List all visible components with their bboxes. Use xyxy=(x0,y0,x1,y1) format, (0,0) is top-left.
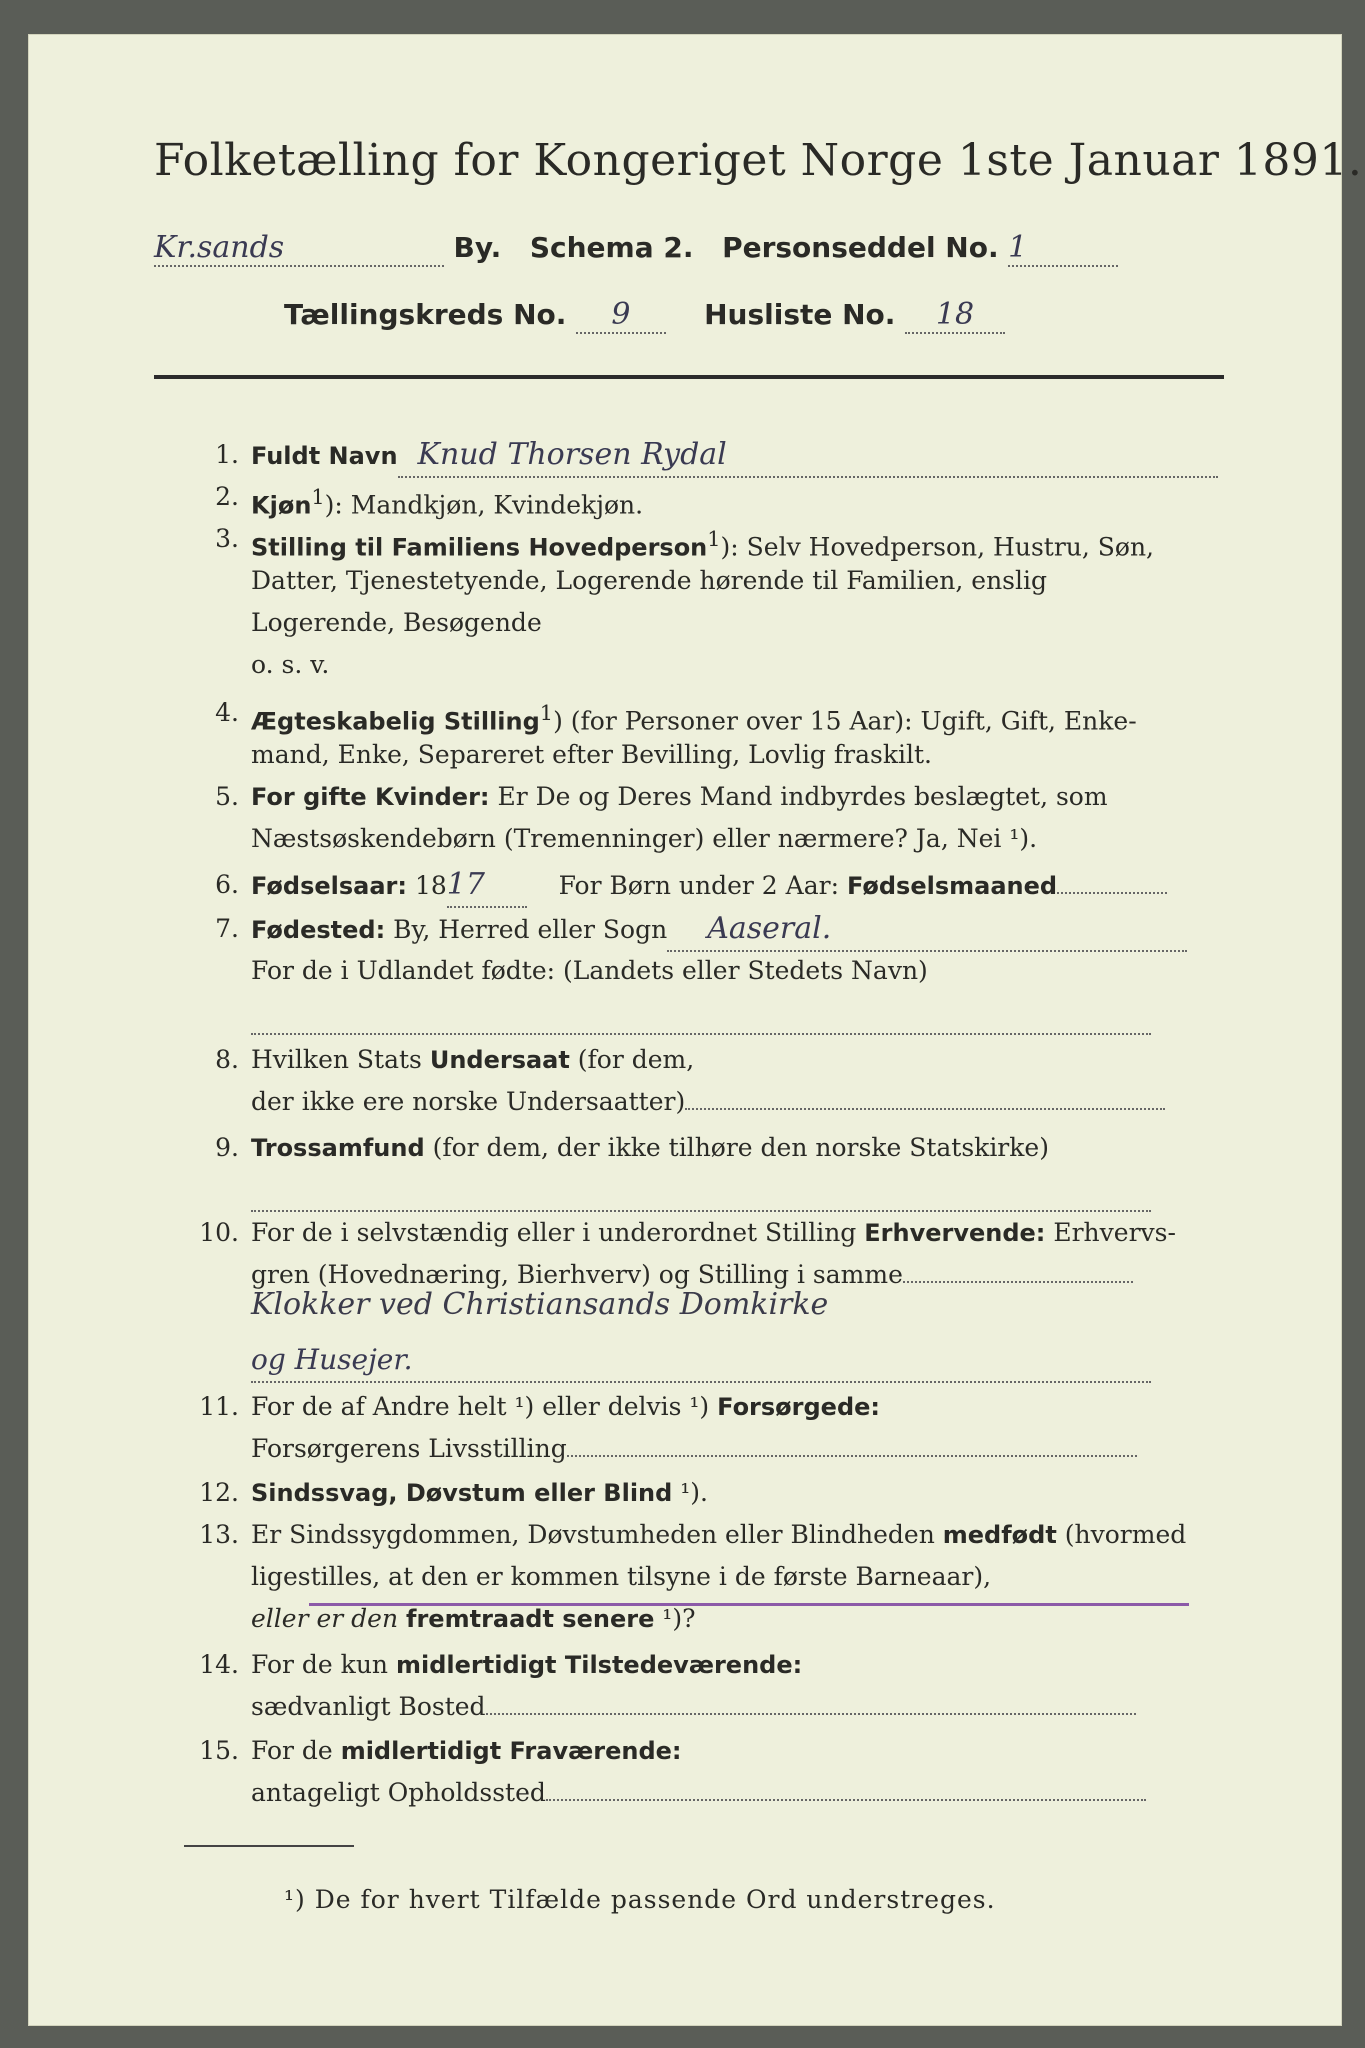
item-text: Er Sindssygdommen, Døvstumheden eller Blindheden xyxy=(251,1520,935,1549)
item-text: For de kun xyxy=(251,1650,389,1679)
item-text: Næstsøskendebørn (Tremenninger) eller nærmere? Ja, Nei ¹). xyxy=(251,824,1038,853)
occupation-field-b xyxy=(251,1340,1151,1383)
item-number: 5. xyxy=(215,782,239,811)
provider-field xyxy=(567,1455,1137,1457)
item-label: fremtraadt senere xyxy=(406,1605,655,1633)
item-number: 10. xyxy=(199,1218,239,1247)
item-label: midlertidigt Fraværende: xyxy=(340,1737,682,1765)
husliste-value: 18 xyxy=(935,297,975,332)
item-text: For de i selvstændig eller i underordnet Stilling xyxy=(251,1218,857,1247)
occupation-field-a xyxy=(903,1281,1133,1283)
item-number: 1. xyxy=(215,440,239,469)
birthplace-value: Aaseral. xyxy=(707,911,832,946)
footnote-ref: 1 xyxy=(539,701,554,725)
item-text: (for dem, xyxy=(577,1045,695,1074)
husliste-label: Husliste No. xyxy=(704,298,896,331)
item-text: ligestilles, at den er kommen tilsyne i de første Barneaar), xyxy=(251,1562,992,1591)
form-title: Folketælling for Kongeriget Norge 1ste Januar 1891. xyxy=(154,135,1363,186)
item-text: mand, Enke, Separeret efter Bevilling, Lovlig fraskilt. xyxy=(251,740,932,769)
foreign-birthplace-field xyxy=(251,993,1151,1035)
item-text: For de i Udlandet fødte: (Landets eller Stedets Navn) xyxy=(251,956,928,985)
item-label: Trossamfund xyxy=(251,1134,425,1162)
birth-year-field xyxy=(447,865,527,908)
item-text: ¹)? xyxy=(662,1604,696,1633)
item-text: (hvormed xyxy=(1064,1520,1187,1549)
personseddel-field xyxy=(1008,230,1118,267)
item-text: antageligt Opholdssted xyxy=(251,1778,546,1807)
husliste-field xyxy=(905,297,1005,334)
item-number: 6. xyxy=(215,870,239,899)
item-text: For de af Andre helt ¹) eller delvis ¹) xyxy=(251,1392,710,1421)
item-text: Forsørgerens Livsstilling xyxy=(251,1434,567,1463)
usual-residence-field xyxy=(486,1713,1136,1715)
citizenship-field xyxy=(685,1108,1165,1110)
full-name-field xyxy=(398,435,1218,478)
item-label: Undersaat xyxy=(429,1046,570,1074)
item-label: Forsørgede: xyxy=(717,1393,881,1421)
item-text: (for dem, der ikke tilhøre den norske Statskirke) xyxy=(432,1133,1049,1162)
item-label: Ægteskabelig Stilling xyxy=(251,707,540,736)
item-text: For de xyxy=(251,1736,333,1765)
item-label: Stilling til Familiens Hovedperson xyxy=(251,533,708,562)
item-text: By, Herred eller Sogn xyxy=(393,915,668,944)
kreds-value: 9 xyxy=(611,297,631,332)
item-text: Datter, Tjenestetyende, Logerende hørende til Familien, enslig xyxy=(251,566,1048,595)
item-label: Fuldt Navn xyxy=(251,442,398,470)
occupation-value-line-1: Klokker ved Christiansands Domkirke xyxy=(251,1287,829,1322)
by-label: By. xyxy=(453,231,502,264)
item-label: Fødselsaar: xyxy=(251,872,407,900)
item-text: ¹). xyxy=(680,1478,708,1507)
footnote: ¹) De for hvert Tilfælde passende Ord understreges. xyxy=(284,1885,996,1914)
item-number: 2. xyxy=(215,482,239,511)
item-text: Hvilken Stats xyxy=(251,1045,422,1074)
footnote-rule xyxy=(184,1845,354,1847)
census-form-sheet xyxy=(28,34,1363,2026)
footnote-ref: 1 xyxy=(311,485,325,509)
birthplace-field xyxy=(667,909,1187,952)
city-field xyxy=(154,230,444,267)
birth-month-field xyxy=(1057,892,1167,894)
item-text: ) (for Personer over 15 Aar): Ugift, Gift, Enke- xyxy=(553,706,1137,736)
item-text: der ikke ere norske Undersaatter) xyxy=(251,1087,686,1116)
item-number: 9. xyxy=(215,1133,239,1162)
item-text: eller er den xyxy=(251,1604,399,1633)
item-text: ): Selv Hovedperson, Hustru, Søn, xyxy=(720,532,1155,562)
footnote-ref: 1 xyxy=(707,527,721,551)
probable-stay-field xyxy=(546,1799,1146,1801)
personseddel-label: Personseddel No. xyxy=(722,231,999,264)
item-label: medfødt xyxy=(942,1521,1057,1549)
item-number: 14. xyxy=(199,1650,239,1679)
item-label: midlertidigt Tilstedeværende: xyxy=(395,1651,803,1679)
header-line-kreds xyxy=(284,297,1184,347)
item-text: Erhvervs- xyxy=(1053,1218,1176,1247)
item-label: Kjøn xyxy=(251,491,312,520)
religion-field xyxy=(251,1170,1151,1212)
header-line-city xyxy=(154,230,1244,280)
item-number: 11. xyxy=(199,1392,239,1421)
birth-year-value: 17 xyxy=(446,867,485,902)
item-number: 4. xyxy=(215,698,239,727)
kreds-field xyxy=(576,297,666,334)
kreds-label: Tællingskreds No. xyxy=(284,298,567,331)
item-number: 13. xyxy=(199,1520,239,1549)
item-label: Erhvervende: xyxy=(864,1219,1046,1247)
item-number: 3. xyxy=(215,524,239,553)
item-label: For gifte Kvinder: xyxy=(251,783,490,811)
item-label: Fødested: xyxy=(251,916,386,944)
item-text: gren (Hovednæring, Bierhverv) og Stilling i samme xyxy=(251,1260,903,1289)
item-number: 7. xyxy=(215,914,239,943)
schema-label: Schema 2. xyxy=(529,231,694,264)
item-text: ): Mandkjøn, Kvindekjøn. xyxy=(324,490,644,520)
item-label: Fødselsmaaned xyxy=(846,872,1058,900)
city-value: Kr.sands xyxy=(154,230,285,265)
full-name-value: Knud Thorsen Rydal xyxy=(417,437,727,472)
personseddel-value: 1 xyxy=(1008,230,1028,265)
item-number: 8. xyxy=(215,1045,239,1074)
item-label: Sindssvag, Døvstum eller Blind xyxy=(251,1479,673,1507)
item-number: 12. xyxy=(199,1478,239,1507)
item-text: o. s. v. xyxy=(251,650,330,679)
item-text: Er De og Deres Mand indbyrdes beslægtet, som xyxy=(497,782,1108,811)
item-text: For Børn under 2 Aar: xyxy=(558,871,839,900)
item-number: 15. xyxy=(199,1736,239,1765)
header-divider xyxy=(154,375,1224,379)
occupation-value-line-2: og Husejer. xyxy=(251,1343,413,1376)
item-text: 18 xyxy=(414,871,447,900)
item-text: sædvanligt Bosted xyxy=(251,1692,486,1721)
item-text: Logerende, Besøgende xyxy=(251,608,542,637)
